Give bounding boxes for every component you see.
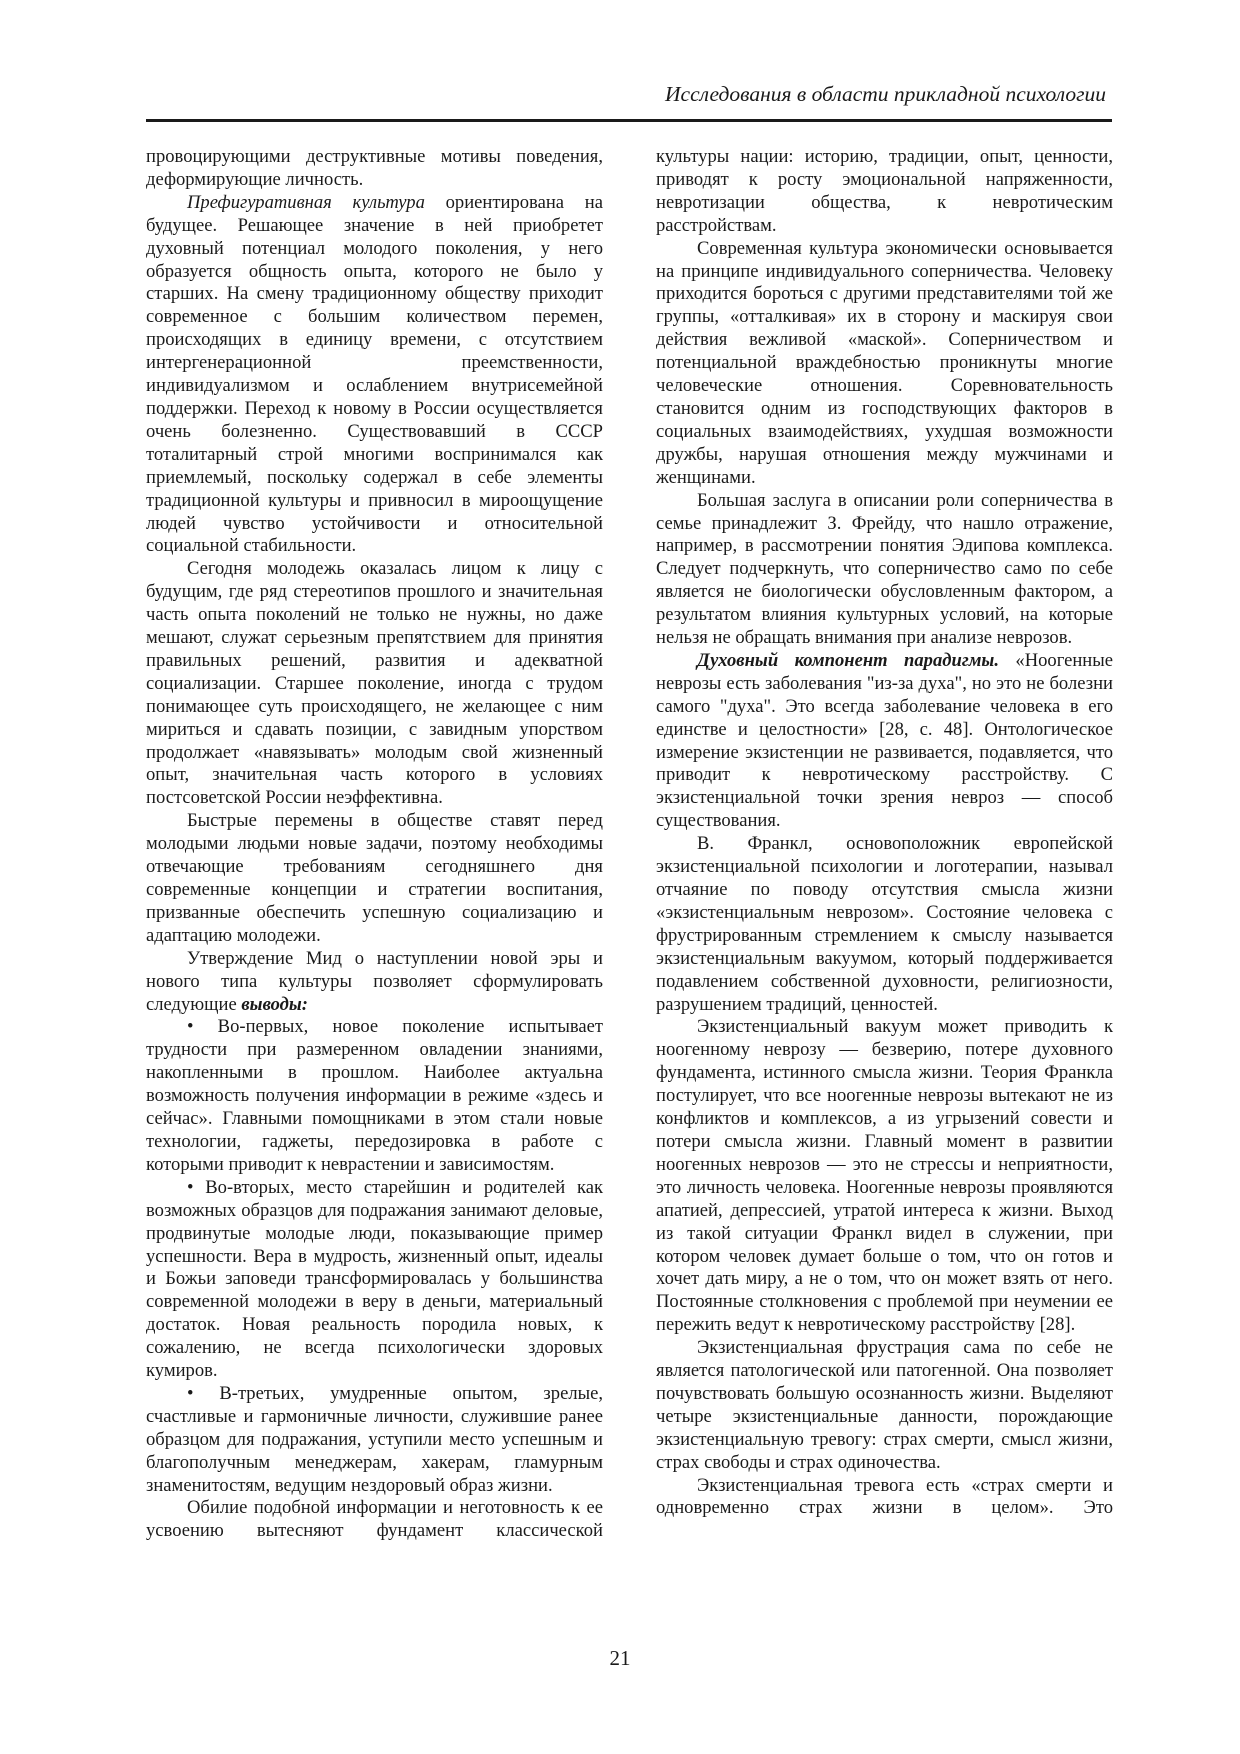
paragraph-text: «Ноогенные неврозы есть заболевания "из-за духа", но это не болезни самого "духа". Это всегда заболевание человека в его единстве и целостности» [28, с. 48]. Онтологическое измерение экзистенции не развивается, подавляется, что приводит к невротическому расстройству. С экзистенциальной точки зрения невроз — способ существования. (656, 649, 1113, 832)
paragraph (146, 948, 603, 1017)
paragraph: Сегодня молодежь оказалась лицом к лицу с будущим, где ряд стереотипов прошлого и значительная часть опыта поколений не только не нужны, но даже мешают, служат серьезным препятствием для принятия правильных решений, развития и адекватной социализации. Старшее поколение, иногда с трудом понимающее суть происходящего, не желающее с ним мириться и сдавать позиции, с завидным упорством продолжает «навязывать» молодым свой жизненный опыт, значительная часть которого в условиях постсоветской России неэффективна. (146, 558, 603, 809)
journal-section-title: Исследования в области прикладной психологии (665, 82, 1106, 106)
paragraph: культуры нации: историю, традиции, опыт, ценности, приводят к росту эмоциональной напряженности, невротизации общества, к невротическим расстройствам. (656, 146, 1113, 236)
paragraph: Быстрые перемены в обществе ставят перед молодыми людьми новые задачи, поэтому необходимы отвечающие требованиям сегодняшнего дня современные концепции и стратегии воспитания, призванные обеспечить успешную социализацию и адаптацию молодежи. (146, 810, 603, 946)
bullet-item: • Во-вторых, место старейшин и родителей как возможных образцов для подражания занимают деловые, продвинутые молодые люди, показывающие пример успешности. Вера в мудрость, жизненный опыт, идеалы и Божьи заповеди трансформировалась у большинства современной молодежи в веру в деньги, материальный достаток. Новая реальность породила новых, к сожалению, не всегда психологически здоровых кумиров. (146, 1176, 603, 1382)
page-number: 21 (609, 1646, 631, 1670)
paragraph: Экзистенциальная тревога есть «страх смерти и одновременно страх жизни в целом». Это (656, 1474, 1113, 1519)
term-spiritual-component: Духовный компонент парадигмы. (697, 649, 999, 671)
bullet-item: • Во-первых, новое поколение испытывает трудности при размеренном овладении знаниями, накопленными в прошлом. Наиболее актуальна возможность получения информации в режиме «здесь и сейчас». Главными помощниками в этом стали новые технологии, гаджеты, передозировка в работе с которыми приводит к неврастении и зависимостям. (146, 1016, 603, 1175)
paragraph: Экзистенциальный вакуум может приводить к ноогенному неврозу — безверию, потере духовного фундамента, истинного смысла жизни. Теория Франкла постулирует, что все ноогенные неврозы вытекают не из конфликтов и комплексов, а из угрызений совести и потери смысла жизни. Главный момент в развитии ноогенных неврозов — это не стрессы и неприятности, это личность человека. Ноогенные неврозы проявляются апатией, депрессией, утратой интереса к жизни. Выход из такой ситуации Франкл видел в служении, при котором человек думает больше о том, что он готов и хочет дать миру, а не о том, что он может взять от него. Постоянные столкновения с проблемой при неумении ее пережить ведут к невротическому расстройству [28]. (656, 1016, 1113, 1336)
paragraph (656, 650, 1113, 833)
paragraph: Большая заслуга в описании роли соперничества в семье принадлежит З. Фрейду, что нашло отражение, например, в рассмотрении понятия Эдипова комплекса. Следует подчеркнуть, что соперничество само по себе является не биологически обусловленным фактором, а результатом влияния культурных условий, на которые нельзя не обращать внимания при анализе неврозов. (656, 489, 1113, 649)
paragraph: Современная культура экономически основывается на принципе индивидуального соперничества. Человеку приходится бороться с другими представителями той же группы, «отталкивая» их в сторону и маскируя свои действия вежливой «маской». Соперничеством и потенциальной враждебностью проникнуты многие человеческие отношения. Соревновательность становится одним из господствующих факторов в социальных взаимодействиях, ухудшая возможности дружбы, нарушая отношения между мужчинами и женщинами. (656, 237, 1113, 488)
bullet-item: • В-третьих, умудренные опытом, зрелые, счастливые и гармоничные личности, служившие ранее образцом для подражания, уступили место успешным и благополучным менеджерам, хакерам, гламурным знаменитостям, ведущим нездоровый образ жизни. (146, 1382, 603, 1496)
paragraph: В. Франкл, основоположник европейской экзистенциальной психологии и логотерапии, называл отчаяние по поводу отсутствия смысла жизни «экзистенциальным неврозом». Состояние человека с фрустрированным стремлением к смыслу называется экзистенциальным вакуумом, который поддерживается подавлением собственной духовности, религиозности, разрушением традиций, ценностей. (656, 833, 1113, 1015)
right-column (656, 146, 1113, 1520)
paragraph-text: ориентирована на будущее. Решающее значение в ней приобретет духовный потенциал молодого поколения, у него образуется общность опыта, которого не было у старших. На смену традиционному обществу приходит современное с большим количеством перемен, происходящих в единицу времени, с отсутствием интергенерационной преемственности, индивидуализмом и ослаблением внутрисемейной поддержки. Переход к новому в России осуществляется очень болезненно. Существовавший в СССР тоталитарный строй многими воспринимался как приемлемый, поскольку содержал в себе элементы традиционной культуры и привносил в мироощущение людей чувство устойчивости и относительной социальной стабильности. (146, 191, 603, 557)
running-header (146, 82, 1112, 112)
header-rule (146, 119, 1112, 122)
paragraph-text: Утверждение Мид о наступлении новой эры и нового типа культуры позволяет сформулировать следующие (146, 947, 603, 1015)
term-conclusions: выводы: (241, 993, 308, 1015)
paragraph: Экзистенциальная фрустрация сама по себе не является патологической или патогенной. Она позволяет почувствовать большую осознанность жизни. Выделяют четыре экзистенциальные данности, порождающие экзистенциальную тревогу: страх смерти, смысл жизни, страх свободы и страх одиночества. (656, 1337, 1113, 1473)
paragraph: провоцирующими деструктивные мотивы поведения, деформирующие личность. (146, 146, 603, 190)
paragraph (146, 192, 603, 559)
term-prefigurative-culture: Префигуративная культура (187, 191, 425, 213)
left-column (146, 146, 603, 1543)
paragraph: Обилие подобной информации и неготовность к ее усвоению вытесняют фундамент классической (146, 1497, 603, 1542)
